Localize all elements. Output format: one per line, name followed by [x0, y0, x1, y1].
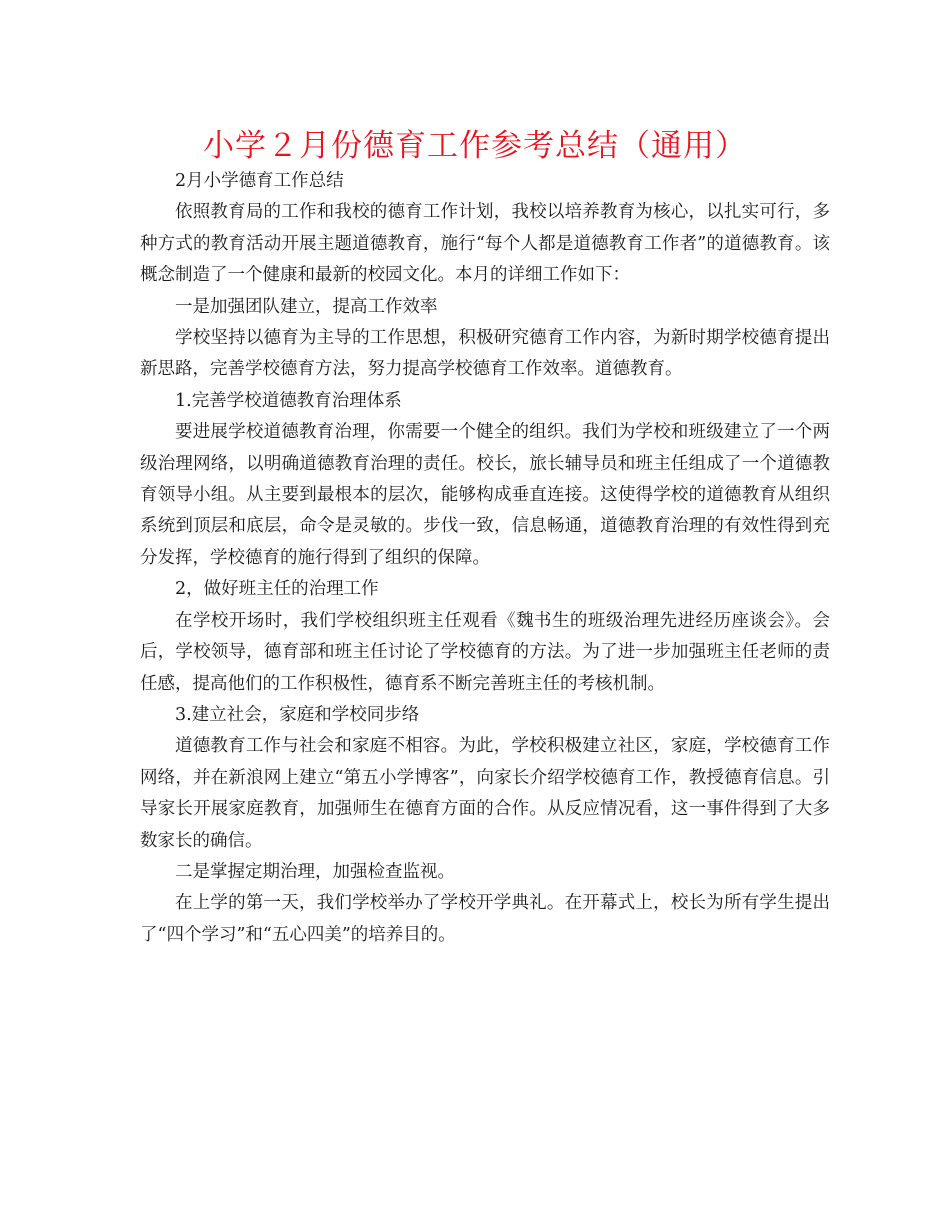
document-body [140, 166, 830, 951]
body-paragraph: 要进展学校道德教育治理，你需要一个健全的组织。我们为学校和班级建立了一个两级治理网络，以明确道德教育治理的责任。校长，旅长辅导员和班主任组成了一个道德教育领导小组。从主要到最根本的层次，能够构成垂直连接。这使得学校的道德教育从组织系统到顶层和底层，命令是灵敏的。步伐一致，信息畅通，道德教育治理的有效性得到充分发挥，学校德育的施行得到了组织的保障。 [140, 422, 830, 568]
document-title: 小学２月份德育工作参考总结（通用） [203, 128, 747, 164]
body-paragraph: 学校坚持以德育为主导的工作思想，积极研究德育工作内容，为新时期学校德育提出新思路，完善学校德育方法，努力提高学校德育工作效率。道德教育。 [140, 328, 830, 380]
body-paragraph: 在学校开场时，我们学校组织班主任观看《魏书生的班级治理先进经历座谈会》。会后，学校领导，德育部和班主任讨论了学校德育的方法。为了进一步加强班主任老师的责任感，提高他们的工作积极性，德育系不断完善班主任的考核机制。 [140, 610, 830, 694]
section-heading: 二是掌握定期治理，加强检查监视。 [175, 861, 455, 882]
section-heading: 一是加强团队建立，提高工作效率 [175, 296, 438, 317]
body-paragraph: 依照教育局的工作和我校的德育工作计划，我校以培养教育为核心，以扎实可行，多种方式的教育活动开展主题道德教育，施行“每个人都是道德教育工作者”的道德教育。该概念制造了一个健康和最新的校园文化。本月的详细工作如下： [140, 202, 830, 286]
subtitle-paragraph: 2月小学德育工作总结 [175, 171, 344, 191]
section-heading: 2，做好班主任的治理工作 [175, 579, 379, 600]
body-paragraph: 在上学的第一天，我们学校举办了学校开学典礼。在开幕式上，校长为所有学生提出了“四个学习”和“五心四美”的培养目的。 [140, 893, 830, 945]
body-paragraph: 道德教育工作与社会和家庭不相容。为此，学校积极建立社区，家庭，学校德育工作网络，并在新浪网上建立“第五小学博客”，向家长介绍学校德育工作，教授德育信息。引导家长开展家庭教育，加强师生在德育方面的合作。从反应情况看，这一事件得到了大多数家长的确信。 [140, 736, 830, 851]
section-heading: 1.完善学校道德教育治理体系 [175, 390, 402, 411]
section-heading: 3.建立社会，家庭和学校同步络 [175, 704, 420, 725]
